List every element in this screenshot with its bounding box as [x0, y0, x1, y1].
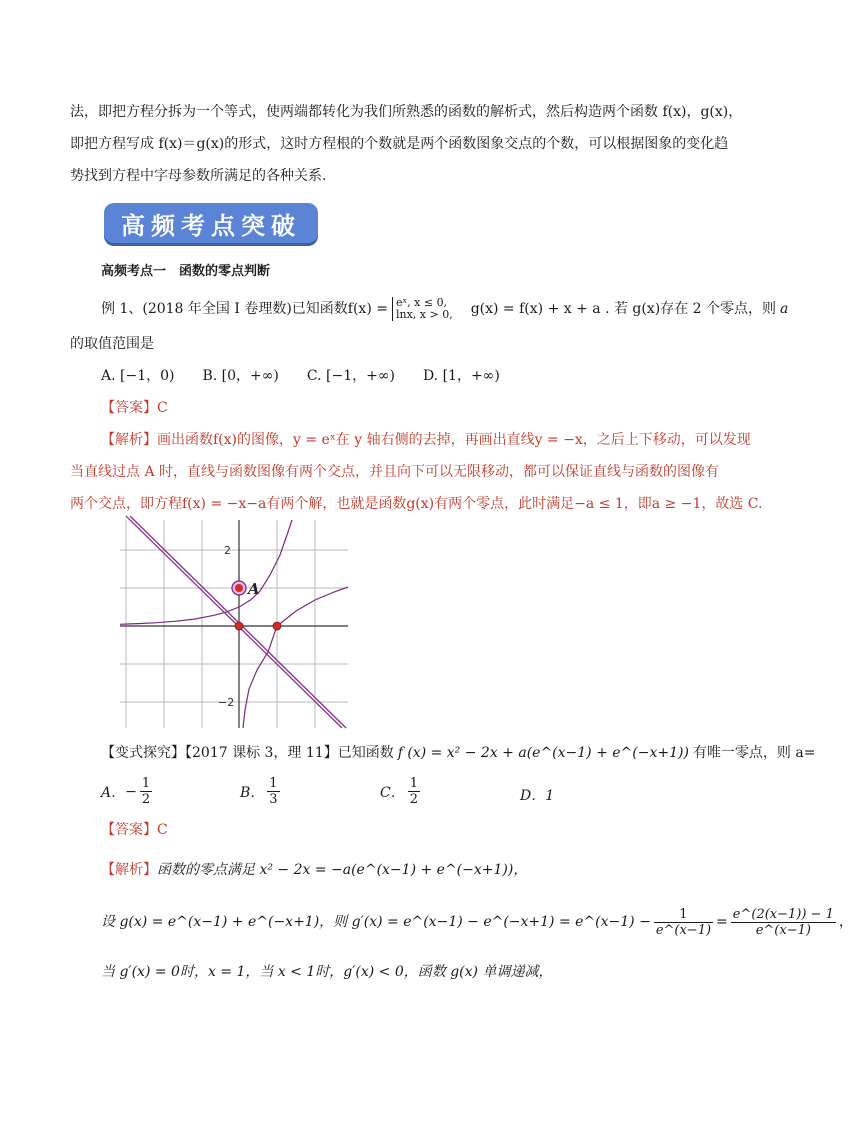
option-a-sign: −: [125, 783, 137, 800]
intro-line-2: 即把方程写成 f(x)＝g(x)的形式，这时方程根的个数就是两个函数图象交点的个数，可以根据图象的变化趋: [70, 136, 729, 152]
example-2-analysis-label: 【解析】: [101, 862, 157, 878]
option-c-num: 1: [409, 776, 418, 791]
option-a-label: A．: [101, 784, 126, 801]
example-2-analysis: [101, 860, 527, 880]
derivative-line: 设 g(x) = e^(x−1) + e^(−x+1)，则 g′(x) = e^(x−1) − e^(−x+1) = e^(x−1) −: [101, 914, 651, 930]
option-c-label: C．: [380, 784, 405, 801]
frac-2-num: e^(2(x−1)) − 1: [732, 906, 834, 922]
example-1-statement: [101, 297, 788, 321]
example-1-analysis-1: 【解析】画出函数f(x)的图像，y = eˣ在 y 轴右侧的去掉，再画出直线y = −x，之后上下移动，可以发现: [101, 432, 751, 448]
derivative-comma: ，: [838, 914, 853, 930]
y-tick-minus-2: −2: [218, 696, 235, 709]
option-b: [240, 776, 283, 807]
example-2-analysis-text: 函数的零点满足 x² − 2x = −a(e^(x−1) + e^(−x+1))，: [157, 862, 528, 878]
ln-curve: [243, 587, 348, 728]
option-b-num: 1: [269, 776, 278, 791]
example-1-answer: 【答案】C: [101, 400, 168, 416]
example-2-label: 【变式探究】【2017 课标 3，理 11】已知函数: [101, 745, 394, 761]
point-A: [235, 584, 243, 592]
example-2-statement: [101, 743, 815, 763]
y-tick-2: 2: [224, 544, 231, 557]
piecewise-case-1: eˣ, x ≤ 0,: [395, 296, 448, 309]
section-title: 高频考点一 函数的零点判断: [101, 264, 271, 279]
example-1-line-2: 的取值范围是: [70, 336, 154, 352]
derivative-eq: =: [716, 914, 728, 930]
example-1-analysis-2: 当直线过点 A 时，直线与函数图像有两个交点，并且向下可以无限移动，都可以保证直线与函数的图像有: [70, 464, 720, 480]
intersection-x1: [273, 622, 281, 630]
frac-1-den: e^(x−1): [655, 922, 712, 938]
option-a-den: 2: [141, 792, 151, 807]
option-b-label: B．: [240, 784, 265, 801]
option-c-den: 2: [409, 792, 418, 807]
piecewise-brace: [392, 297, 453, 321]
frac-2-den: e^(x−1): [755, 922, 811, 938]
option-a: [101, 776, 155, 807]
option-a-num: 1: [141, 776, 151, 791]
intro-line-3: 势找到方程中字母参数所满足的各种关系.: [70, 168, 327, 184]
example-2-tail: 有唯一零点，则 a=: [692, 745, 816, 761]
intro-line-1: 法，即把方程分拆为一个等式，使两端都转化为我们所熟悉的函数的解析式，然后构造两个函数 f(x)，g(x)，: [70, 104, 743, 120]
derivative-fraction-1: [654, 907, 713, 938]
frac-1-num: 1: [654, 907, 713, 923]
derivative-fraction-2: [731, 907, 836, 938]
option-a-fraction: [140, 776, 152, 807]
piecewise-case-2: lnx, x > 0,: [395, 308, 453, 321]
example-1-analysis-3: 两个交点，即方程f(x) = −x−a有两个解，也就是函数g(x)有两个零点，此时满足−a ≤ 1，即a ≥ −1，故选 C.: [70, 496, 763, 512]
example-1-var: a: [780, 301, 789, 317]
example-1-prefix: 例 1、(2018 年全国 I 卷理数)已知函数f(x) =: [101, 301, 388, 317]
example-2-answer: 【答案】C: [101, 822, 168, 838]
option-c-fraction: [408, 776, 420, 807]
intersection-origin: [235, 622, 243, 630]
option-b-den: 3: [269, 792, 278, 807]
point-A-label: A: [248, 580, 260, 598]
option-d: D．1: [520, 788, 555, 804]
example-2-formula: f (x) = x² − 2x + a(e^(x−1) + e^(−x+1)): [397, 745, 689, 761]
section-banner: 高频考点突破: [104, 203, 318, 243]
example-1-options: A. [−1，0) B. [0，+∞) C. [−1，+∞) D. [1，+∞): [101, 368, 500, 384]
example-1-mid: g(x) = f(x) + x + a . 若 g(x)存在 2 个零点，则: [470, 301, 777, 317]
example-2-derivative: [101, 904, 853, 940]
function-graph: [120, 520, 348, 728]
option-c: [380, 776, 423, 807]
example-2-monotonic: 当 g′(x) = 0时，x = 1，当 x < 1时，g′(x) < 0，函数 g(x) 单调递减，: [101, 964, 553, 980]
option-b-fraction: [267, 776, 279, 807]
